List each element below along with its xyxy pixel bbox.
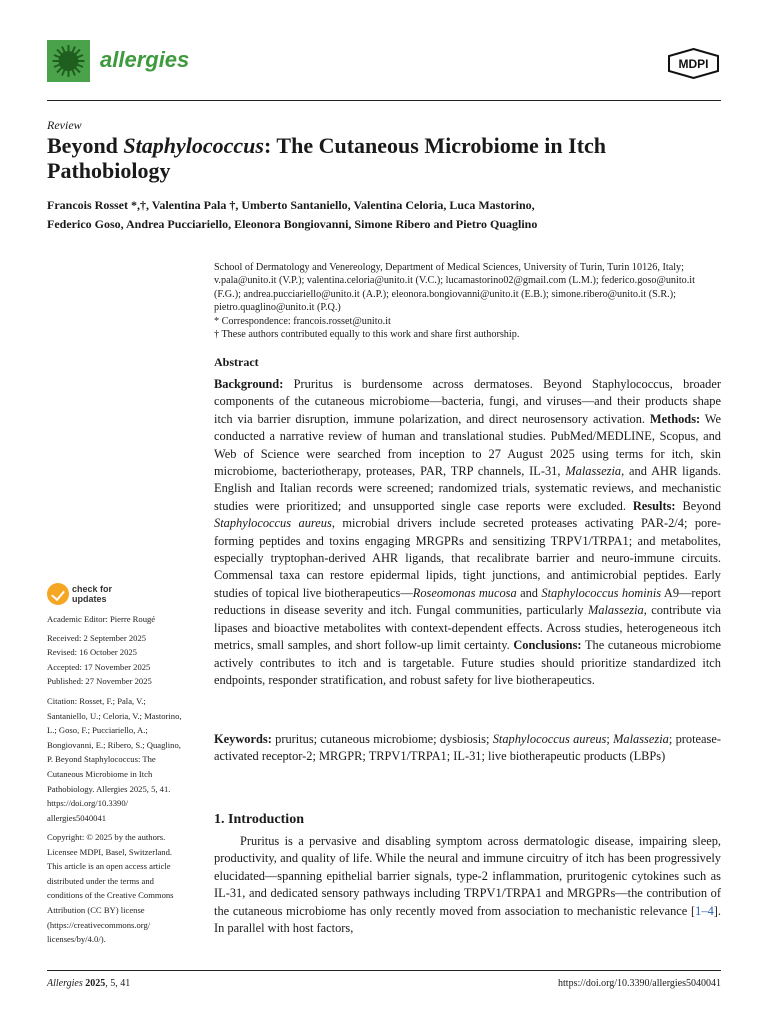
- footer-volume-page: , 5, 41: [105, 978, 131, 989]
- copyright-line: Attribution (CC BY) license: [47, 904, 145, 915]
- affiliations: [214, 261, 724, 341]
- check-icon: [47, 583, 69, 605]
- citation-line: https://doi.org/10.3390/: [47, 798, 129, 809]
- authors-line-1[interactable]: Francois Rosset *,†, Valentina Pala †, Umberto Santaniello, Valentina Celoria, Luca Mastorino,: [47, 198, 535, 212]
- journal-name[interactable]: allergies: [100, 47, 190, 72]
- date-revised: Revised: 16 October 2025: [47, 647, 137, 658]
- keywords-italic-2: Malassezia: [613, 732, 669, 746]
- abstract-methods-italic: Malassezia: [565, 464, 622, 479]
- check-updates-line-1: check for: [72, 584, 113, 594]
- date-published: Published: 27 November 2025: [47, 676, 152, 687]
- abstract-results-italic-2: Roseomonas mucosa: [412, 585, 517, 600]
- citation-line: P. Beyond Staphylococcus: The: [47, 754, 156, 765]
- abstract-results-text-c: and: [516, 585, 542, 600]
- introduction-heading: 1. Introduction: [214, 812, 304, 827]
- article-title: [47, 133, 687, 183]
- header-divider: [47, 100, 721, 101]
- abstract-body: [214, 376, 721, 689]
- copyright-line: Copyright: © 2025 by the authors.: [47, 832, 166, 842]
- title-italic: Staphylococcus: [123, 133, 264, 158]
- title-prefix: Beyond: [47, 133, 124, 158]
- copyright-line: This article is an open access article: [47, 861, 171, 872]
- keywords-text-a: pruritus; cutaneous microbiome; dysbiosis;: [271, 732, 493, 746]
- abstract-results-text-d: A9—report reductions in disease severity and itch. Fungal communities, particularly: [214, 585, 721, 618]
- check-updates-text: [72, 584, 112, 604]
- equal-contribution-note: † These authors contributed equally to this work and share first authorship.: [214, 329, 520, 341]
- keywords-text-b: ;: [606, 732, 614, 746]
- keywords-text-c: ; protease-activated receptor-2; MRGPR; TRPV1/TRPA1; IL-31; live biotherapeutic products (LBPs): [214, 732, 721, 764]
- keywords-label: Keywords:: [214, 732, 272, 746]
- abstract-results-text-a: Beyond: [675, 498, 721, 513]
- citation-line: Pathobiology. Allergies 2025, 5, 41.: [47, 783, 171, 794]
- citation-block: [47, 694, 207, 825]
- academic-editor: Academic Editor: Pierre Rougé: [47, 614, 156, 624]
- abstract-background-text: Pruritus is burdensome across dermatoses. Beyond Staphylococcus, broader components of the cutaneous microbiome—bacteria, fungi, and viruses—and their products shape itch via barrier disruption, immune polarization, and direct neurosensory activation.: [214, 377, 721, 426]
- journal-logo-icon: [47, 40, 90, 82]
- reference-link[interactable]: 1–4: [695, 903, 714, 918]
- abstract-results-label: Results:: [632, 498, 676, 513]
- abstract-methods-text-b: , and AHR ligands. English and Italian records were screened; randomized trials, systematic reviews, and mechanistic studies were prioritized; and unsupported single case reports were excluded.: [214, 464, 721, 513]
- title-suffix: : The Cutaneous Microbiome in Itch Pathobiology: [47, 133, 607, 183]
- copyright-line: Licensee MDPI, Basel, Switzerland.: [47, 846, 173, 857]
- copyright-line: (https://creativecommons.org/: [47, 919, 151, 930]
- footer-divider: [47, 970, 721, 971]
- footer-year: 2025: [85, 978, 106, 989]
- abstract-heading: Abstract: [214, 355, 259, 369]
- abstract-conclusions-text: The cutaneous microbiome actively contributes to itch and is targetable. Future studies should prioritize standardized itch endpoints, responder stratification, and robust safety for live biotherapeutics.: [214, 638, 721, 687]
- copyright-line: conditions of the Creative Commons: [47, 890, 174, 901]
- abstract-results-italic-3: Staphylococcus hominis: [541, 585, 662, 600]
- article-type: Review: [47, 118, 82, 132]
- footer-journal: Allergies: [47, 978, 83, 989]
- check-updates-line-2: updates: [72, 594, 107, 604]
- citation-line: L.; Goso, F.; Pucciariello, A.;: [47, 725, 148, 736]
- affiliation-address: School of Dermatology and Venereology, Department of Medical Sciences, University of Turin, Turin 10126, Italy; v.pala@unito.it (V.P.); valentina.celoria@unito.it (V.C.); lucamastorino02@gmail.com (L.M.); federico.goso@unito.it (F.G.); andrea.pucciariello@unito.it (A.P.); eleonora.bongiovanni@unito.it (E.B.); simone.ribero@unito.it (S.R.); pietro.quaglino@unito.it (P.Q.): [214, 262, 695, 314]
- abstract-results-text-b: , microbial drivers include secreted proteases activating PAR-2/4; pore-forming peptides and toxins engaging MRGPRs and sensitizing TRPV1/TRPA1; and metabolites, especially tryptophan-derived AHR ligands, that recalibrate barrier and neuro-immune circuits. Commensal taxa can restore epidermal lipids, tight junctions, and antimicrobial peptides. Early studies of topical live biotherapeutics—: [214, 516, 721, 600]
- introduction-body: [214, 833, 721, 937]
- citation-line: Santaniello, U.; Celoria, V.; Mastorino,: [47, 710, 182, 721]
- date-accepted: Accepted: 17 November 2025: [47, 661, 151, 672]
- abstract-methods-text-a: We conducted a narrative review of human and translational studies. PubMed/MEDLINE, Scopus, and Web of Science were searched from inception to 27 August 2025 using terms for itch, skin microbiome, bacteriotherapy, proteases, PAR, TRP channels, IL-31,: [214, 411, 721, 479]
- abstract-results-italic-1: Staphylococcus aureus: [214, 516, 332, 531]
- copyright-line: licenses/by/4.0/).: [47, 934, 106, 945]
- mdpi-logo-text: MDPI: [678, 57, 709, 71]
- introduction-text-b: ]. In parallel with host factors,: [214, 903, 721, 936]
- authors-line-2[interactable]: Federico Goso, Andrea Pucciariello, Eleonora Bongiovanni, Simone Ribero and Pietro Quaglino: [47, 217, 538, 231]
- citation-line: Bongiovanni, E.; Ribero, S.; Quaglino,: [47, 739, 181, 750]
- copyright-block: [47, 830, 207, 947]
- footer-doi[interactable]: https://doi.org/10.3390/allergies5040041: [558, 978, 721, 989]
- mdpi-logo[interactable]: [667, 48, 720, 79]
- keywords: [214, 731, 721, 766]
- abstract-background-label: Background:: [214, 377, 284, 391]
- citation-line: allergies5040041: [47, 812, 107, 823]
- abstract-results-italic-4: Malassezia: [587, 603, 644, 618]
- introduction-text-a: Pruritus is a pervasive and disabling symptom across dermatologic disease, impairing sleep, productivity, and quality of life. While the neural and immune circuitry of itch has been progressively elucidated—spanning epithelial barrier signals, type-2 inflammation, pruritogenic cytokines such as IL-31, and dedicated sensory pathways including TRPV1/TRPA1 and MRGPRs—the contribution of the cutaneous microbiome has only recently moved from association to mechanistic relevance [: [214, 834, 721, 918]
- copyright-line: distributed under the terms and: [47, 875, 154, 886]
- keywords-italic-1: Staphylococcus aureus: [492, 732, 607, 746]
- citation-line: Citation: Rosset, F.; Pala, V.;: [47, 696, 146, 706]
- date-received: Received: 2 September 2025: [47, 632, 147, 643]
- check-for-updates-badge[interactable]: [47, 583, 157, 605]
- abstract-conclusions-label: Conclusions:: [513, 638, 582, 653]
- citation-line: Cutaneous Microbiome in Itch: [47, 768, 153, 779]
- abstract-methods-label: Methods:: [649, 411, 701, 426]
- author-list: [47, 196, 727, 234]
- editor-and-dates: [47, 612, 207, 689]
- abstract-results-text-e: , contribute via lipases and bioactive metabolites with context-dependent effects. Across studies, heterogeneous itch metrics, small samples, and short follow-up limit certainty.: [214, 603, 721, 653]
- correspondence-note: * Correspondence: francois.rosset@unito.it: [214, 315, 391, 327]
- footer-journal-citation: [47, 978, 130, 989]
